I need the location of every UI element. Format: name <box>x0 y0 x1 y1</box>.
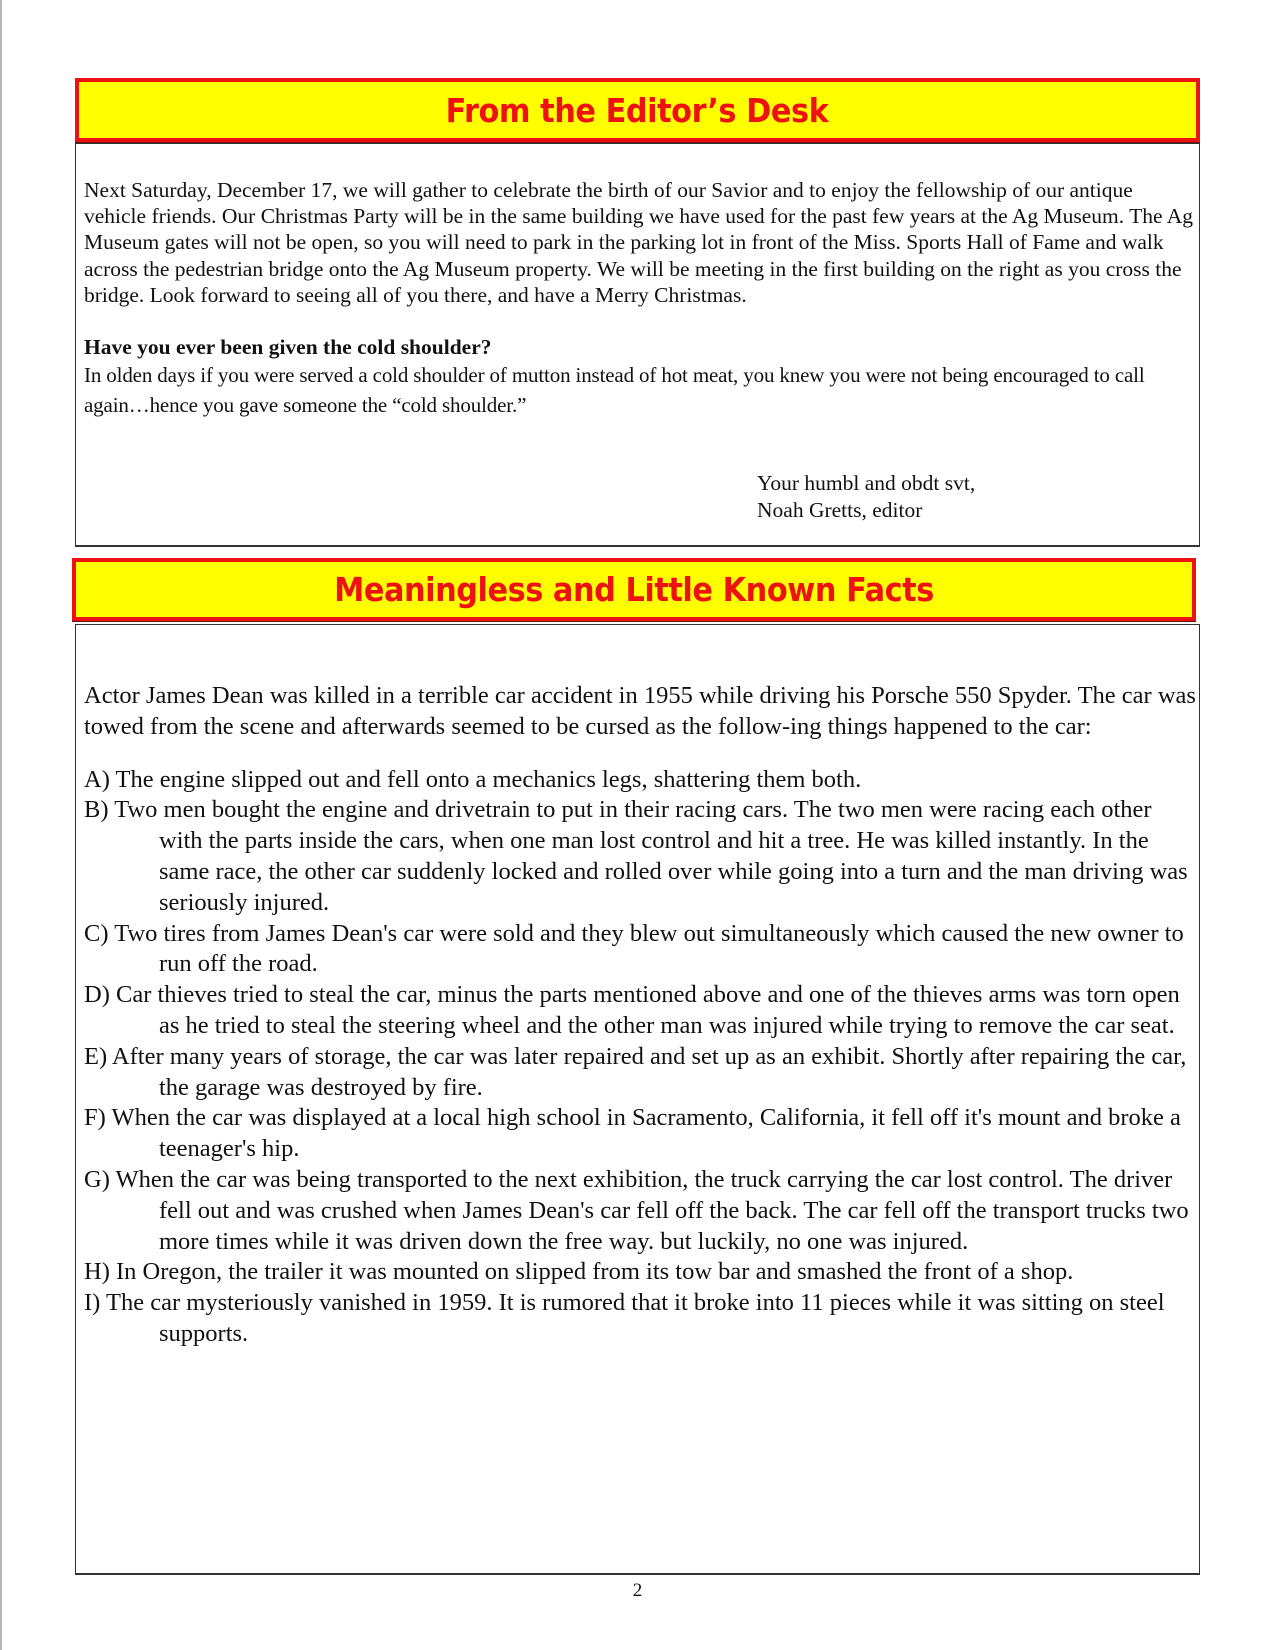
editor-section-banner <box>75 78 1200 142</box>
editor-signoff <box>757 470 975 523</box>
fact-item <box>84 919 1199 981</box>
fact-text: When the car was being transported to the next exhibition, the truck carrying the car lost control. The driver fell out and was crushed when James Dean's car fell off the back. The car fell off the transport trucks two more times while it was driven down the free way. but luckily, no one was injured. <box>115 1165 1189 1255</box>
page-number: 2 <box>632 1580 643 1601</box>
fact-text: When the car was displayed at a local high school in Sacramento, California, it fell off it's mount and broke a teenager's hip. <box>111 1104 1181 1163</box>
signoff-name: Noah Gretts, editor <box>757 497 923 522</box>
fact-text: In Oregon, the trailer it was mounted on slipped from its tow bar and smashed the front of a shop. <box>115 1258 1074 1286</box>
fact-text: The engine slipped out and fell onto a mechanics legs, shattering them both. <box>115 765 862 793</box>
fact-label: G) <box>84 1165 110 1193</box>
fact-item <box>84 1042 1199 1104</box>
fact-item <box>84 1288 1199 1350</box>
fact-text: Two tires from James Dean's car were sold and they blew out simultaneously which caused the new owner to run off the road. <box>114 919 1184 978</box>
editor-text <box>84 177 1194 420</box>
fact-label: C) <box>84 919 109 947</box>
facts-intro: Actor James Dean was killed in a terrible car accident in 1955 while driving his Porsche 550 Spyder. The car was towed from the scene and afterwards seemed to be cursed as the follow-ing things happened to the car: <box>84 682 1196 740</box>
fact-item <box>84 980 1199 1042</box>
fact-text: The car mysteriously vanished in 1959. It is rumored that it broke into 11 pieces while it was sitting on steel supports. <box>106 1289 1165 1347</box>
editor-section-title: From the Editor’s Desk <box>446 90 829 130</box>
facts-text <box>84 681 1199 1350</box>
editor-paragraph: Next Saturday, December 17, we will gather to celebrate the birth of our Savior and to enjoy the fellowship of our antique vehicle friends. Our Christmas Party will be in the same building we have used for the past few years at the Ag Museum. The Ag Museum gates will not be open, so you will need to park in the parking lot in front of the Miss. Sports Hall of Fame and walk across the pedestrian bridge onto the Ag Museum property. We will be meeting in the first building on the right as you cross the bridge. Look forward to seeing all of you there, and have a Merry Christmas. <box>84 178 1193 307</box>
signoff-closing: Your humbl and obdt svt, <box>757 471 976 495</box>
facts-section-box <box>75 624 1200 1575</box>
fact-text: Two men bought the engine and drivetrain to put in their racing cars. The two men were racing each other with the parts inside the cars, when one man lost control and hit a tree. He was killed instantly. In the same race, the other car suddenly locked and rolled over while going into a turn and the man driving was seriously injured. <box>114 796 1188 916</box>
fact-item <box>84 1103 1199 1165</box>
fact-item <box>84 765 1199 796</box>
fact-text: Car thieves tried to steal the car, minus the parts mentioned above and one of the thieves arms was torn open as he tried to steal the steering wheel and the other man was injured while trying to remove the car seat. <box>115 981 1180 1039</box>
cold-shoulder-text: In olden days if you were served a cold shoulder of mutton instead of hot meat, you knew you were not being encouraged to call again…hence you gave someone the “cold shoulder.” <box>84 363 1145 418</box>
cold-shoulder-heading: Have you ever been given the cold shoulder? <box>84 335 492 360</box>
fact-item <box>84 1257 1199 1288</box>
facts-section-banner <box>72 558 1196 621</box>
fact-label: D) <box>84 981 110 1009</box>
page-edge <box>0 0 2 1650</box>
fact-text: After many years of storage, the car was later repaired and set up as an exhibit. Shortly after repairing the car, the garage was destroyed by fire. <box>111 1042 1187 1101</box>
fact-label: F) <box>84 1104 106 1132</box>
editor-section-box <box>75 143 1200 547</box>
facts-section-title: Meaningless and Little Known Facts <box>334 570 934 609</box>
fact-label: A) <box>84 765 110 793</box>
fact-label: B) <box>84 796 109 824</box>
fact-label: I) <box>84 1289 101 1317</box>
fact-label: E) <box>84 1042 108 1070</box>
facts-list <box>84 765 1199 1350</box>
fact-item <box>84 1165 1199 1257</box>
fact-label: H) <box>84 1258 110 1286</box>
fact-item <box>84 795 1199 918</box>
